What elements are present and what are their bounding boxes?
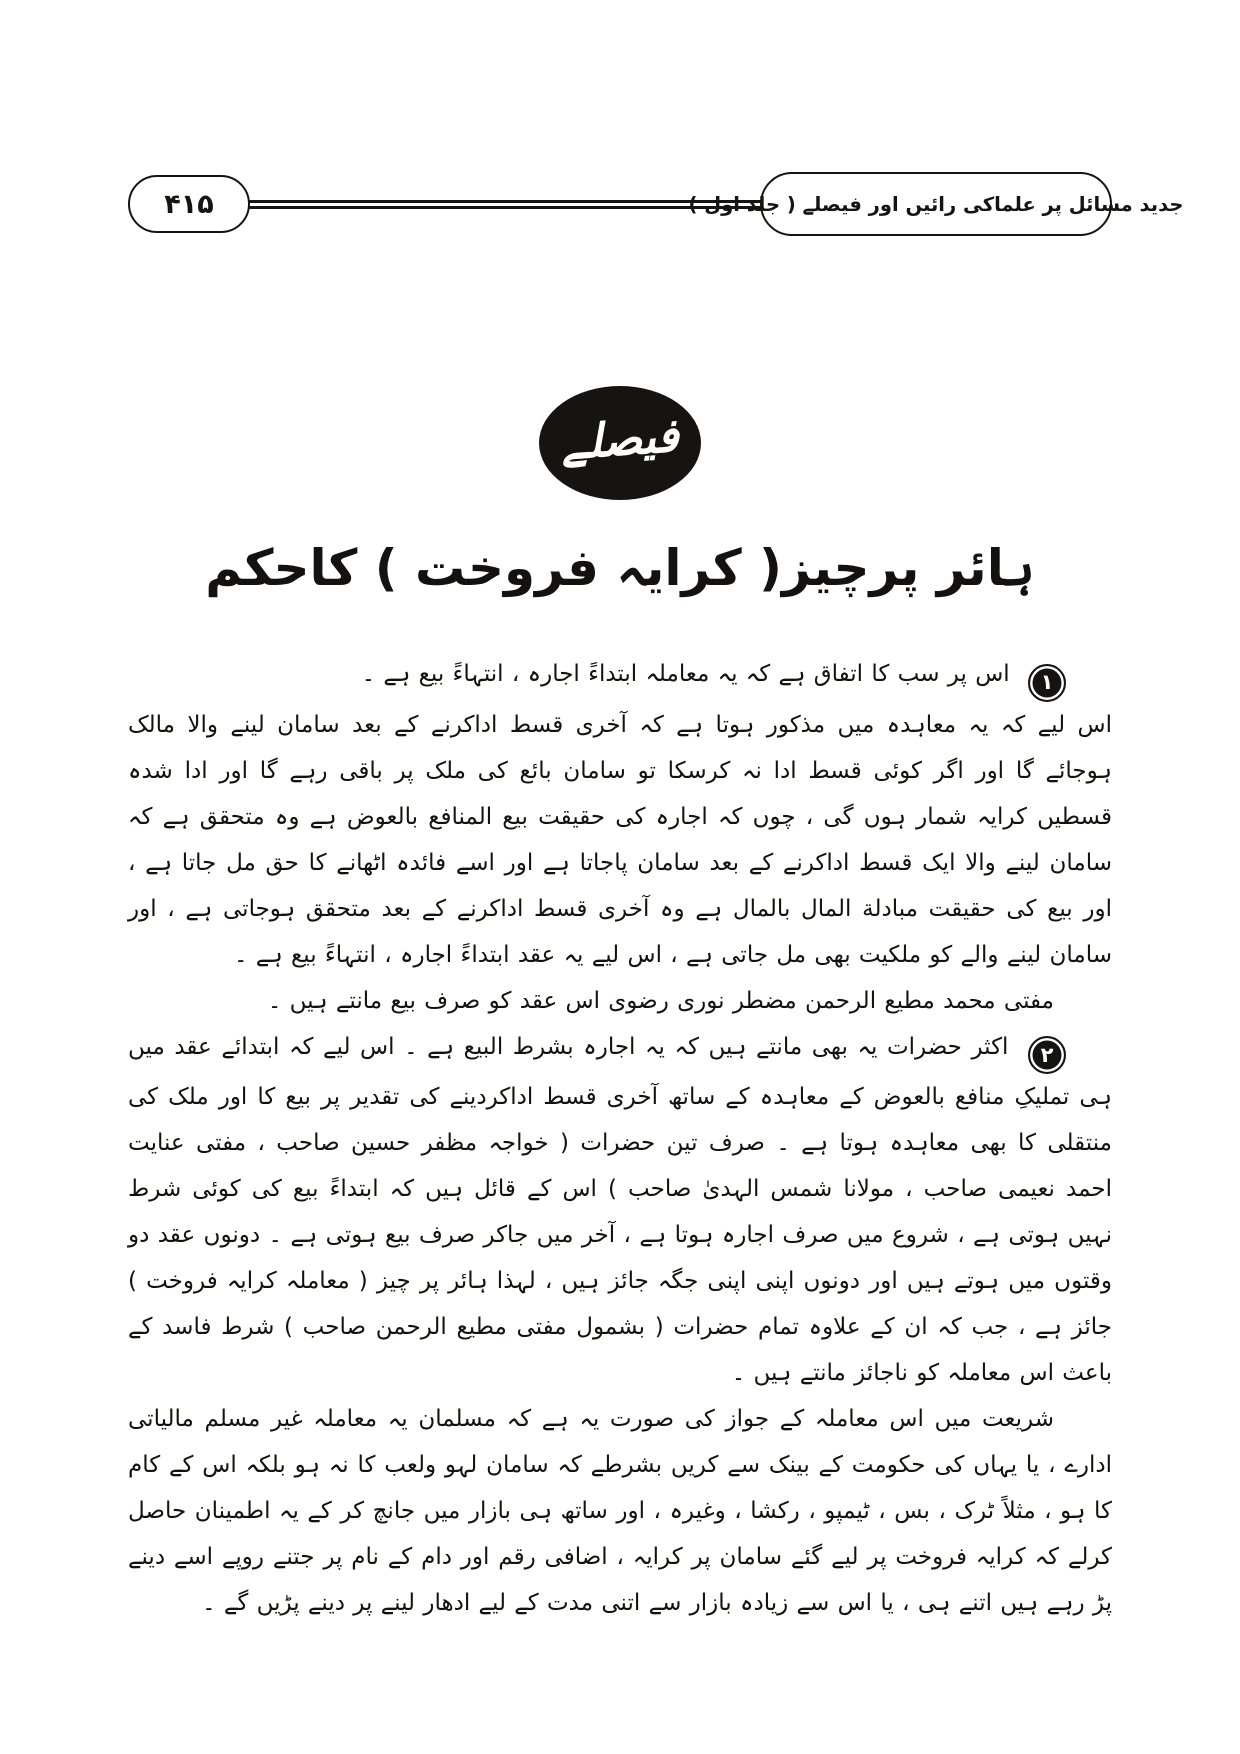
numbered-circle-2 [1028,1036,1066,1074]
book-title: جدید مسائل پر علماکی رائیں اور فیصلے ( جلد اول ) [688,192,1184,216]
paragraph-3 [128,978,1112,1024]
page-number: ۴۱۵ [164,188,214,220]
section-badge-label: فیصلے [559,407,681,471]
book-title-badge [688,172,1184,236]
paragraph-4 [128,1024,1112,1397]
paragraph-2 [128,702,1112,978]
page-header [128,170,1184,238]
numbered-circle-2-digit: ۲ [1040,1042,1054,1067]
chapter-title: ہائر پرچیز( کرایہ فروخت ) کاحکم [205,539,1035,597]
numbered-circle-1 [1028,664,1066,702]
paragraph-1-text: اس پر سب کا اتفاق ہے کہ یہ معاملہ ابتداءً اجارہ ، انتہاءً بیع ہے ۔ [361,661,1010,687]
paragraph-2-text: اس لیے کہ یہ معاہدہ میں مذکور ہوتا ہے کہ آخری قسط اداکرنے کے بعد سامان لینے والا مالک ہوجائے گا اور اگر کوئی قسط ادا نہ کرسکا تو سامان بائع کی ملک پر باقی رہے گا اور ادا شدہ قسطیں کرایہ شمار ہوں گی ، چوں کہ اجارہ کی حقیقت بیع المنافع بالعوض ہے وہ متحقق ہے کہ سامان لینے والا ایک قسط اداکرنے کے بعد سامان پاجاتا ہے اور اسے فائدہ اٹھانے کا حق مل جاتا ہے ، اور بیع کی حقیقت مبادلة المال بالمال ہے وہ آخری قسط اداکرنے کے بعد متحقق ہوجاتی ہے ، اور سامان لینے والے کو ملکیت بھی مل جاتی ہے ، اس لیے یہ عقد ابتداءً اجارہ ، انتہاءً بیع ہے ۔ [128,711,1112,968]
paragraph-4-text: اکثر حضرات یہ بھی مانتے ہیں کہ یہ اجارہ بشرط البیع ہے ۔ اس لیے کہ ابتدائے عقد میں ہی تملیکِ منافع بالعوض کے معاہدہ کے ساتھ آخری قسط اداکردینے کی تقدیر پر بیع کا اور ملک کی منتقلی کا بھی معاہدہ ہوتا ہے ۔ صرف تین حضرات ( خواجہ مظفر حسین صاحب ، مفتی عنایت احمد نعیمی صاحب ، مولانا شمس الہدیٰ صاحب ) اس کے قائل ہیں کہ ابتداءً بیع کی کوئی شرط نہیں ہوتی ہے ، شروع میں صرف اجارہ ہوتا ہے ، آخر میں جاکر صرف بیع ہوتی ہے ۔ دونوں عقد دو وقتوں میں ہوتے ہیں اور دونوں اپنی اپنی جگہ جائز ہیں ، لہذا ہائر پر چیز ( معاملہ کرایہ فروخت ) جائز ہے ، جب کہ ان کے علاوہ تمام حضرات ( بشمول مفتی مطیع الرحمن صاحب ) شرط فاسد کے باعث اس معاملہ کو ناجائز مانتے ہیں ۔ [128,1033,1112,1386]
article-body [128,651,1112,1626]
numbered-circle-1-digit: ۱ [1040,670,1054,694]
section-badge-oval [539,386,701,500]
paragraph-1 [128,651,1112,702]
paragraph-5 [128,1396,1112,1626]
paragraph-5-text: شریعت میں اس معاملہ کے جواز کی صورت یہ ہے کہ مسلمان یہ معاملہ غیر مسلم مالیاتی ادارے ، یا یہاں کی حکومت کے بینک سے کریں بشرطے کہ سامان لہو ولعب کا نہ ہو بلکہ اس کے کام کا ہو ، مثلاً ٹرک ، بس ، ٹیمپو ، رکشا ، وغیرہ ، اور ساتھ ہی بازار میں جانچ کر کے یہ اطمینان حاصل کرلے کہ کرایہ فروخت پر لیے گئے سامان پر کرایہ ، اضافی رقم اور دام کے نام پر جتنے روپے اسے دینے پڑ رہے ہیں اتنے ہی ، یا اس سے زیادہ بازار سے اتنی مدت کے لیے ادھار لینے پر دینے پڑیں گے ۔ [128,1406,1112,1616]
paragraph-3-text: مفتی محمد مطیع الرحمن مضطر نوری رضوی اس عقد کو صرف بیع مانتے ہیں ۔ [267,987,1054,1014]
page-number-badge [128,175,250,233]
